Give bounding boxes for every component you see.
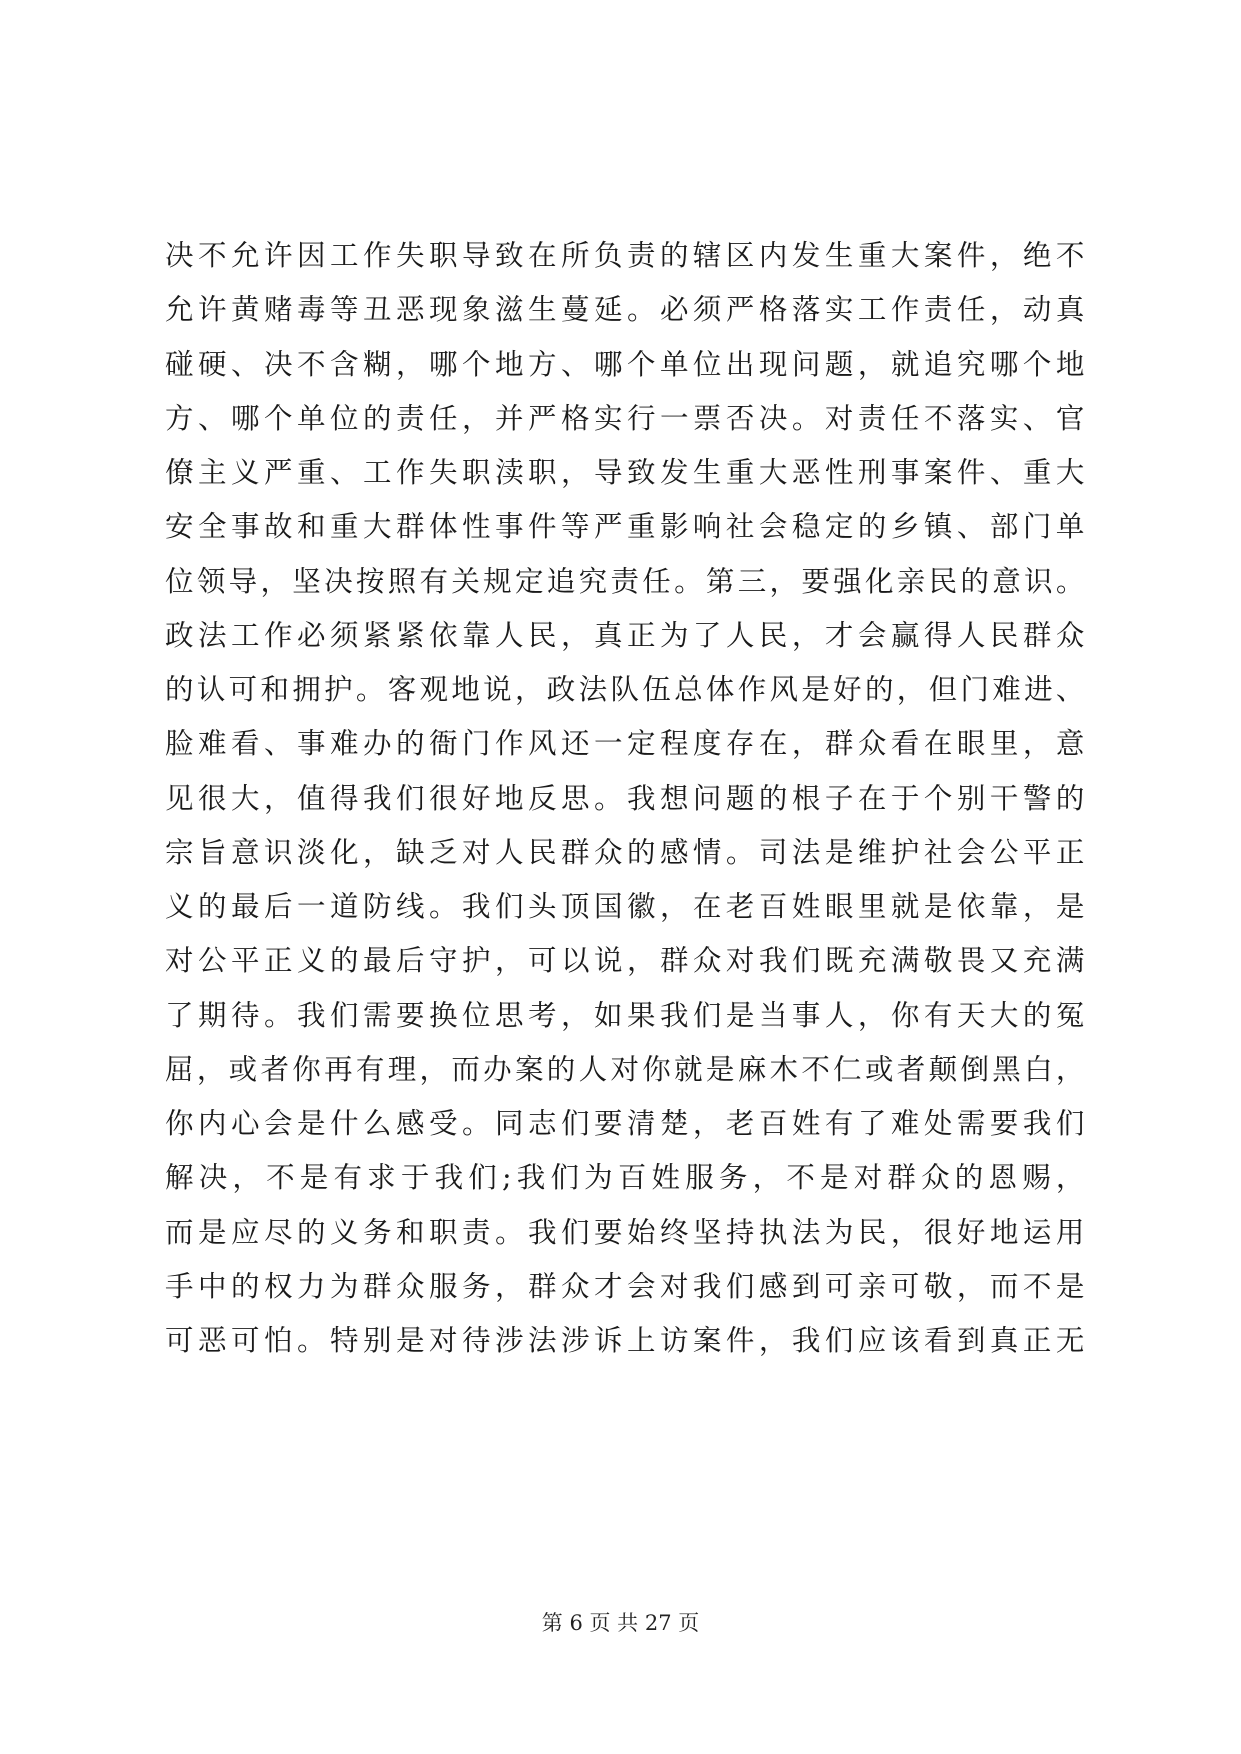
text-line: 脸难看、事难办的衙门作风还一定程度存在，群众看在眼里，意: [165, 727, 1085, 761]
text-line: 允许黄赌毒等丑恶现象滋生蔓延。必须严格落实工作责任，动真: [165, 293, 1085, 327]
body-text: [165, 229, 1085, 1368]
text-line: 解决，不是有求于我们;我们为百姓服务，不是对群众的恩赐，: [165, 1161, 1085, 1195]
text-line: 可恶可怕。特别是对待涉法涉诉上访案件，我们应该看到真正无: [165, 1324, 1085, 1357]
text-line: 对公平正义的最后守护，可以说，群众对我们既充满敬畏又充满: [165, 944, 1085, 978]
text-line: 手中的权力为群众服务，群众才会对我们感到可亲可敬，而不是: [165, 1269, 1085, 1303]
text-line: 的认可和拥护。客观地说，政法队伍总体作风是好的，但门难进、: [165, 673, 1085, 706]
text-line: 义的最后一道防线。我们头顶国徽，在老百姓眼里就是依靠，是: [165, 890, 1085, 923]
text-line: 政法工作必须紧紧依靠人民，真正为了人民，才会赢得人民群众: [165, 618, 1085, 652]
text-line: 而是应尽的义务和职责。我们要始终坚持执法为民，很好地运用: [165, 1215, 1085, 1249]
text-line: 宗旨意识淡化，缺乏对人民群众的感情。司法是维护社会公平正: [165, 835, 1085, 869]
text-line: 决不允许因工作失职导致在所负责的辖区内发生重大案件，绝不: [165, 239, 1085, 272]
text-line: 安全事故和重大群体性事件等严重影响社会稳定的乡镇、部门单: [165, 510, 1085, 544]
text-line: 僚主义严重、工作失职渎职，导致发生重大恶性刑事案件、重大: [165, 456, 1085, 489]
text-line: 位领导，坚决按照有关规定追究责任。第三，要强化亲民的意识。: [165, 564, 1085, 598]
text-line: 碰硬、决不含糊，哪个地方、哪个单位出现问题，就追究哪个地: [165, 347, 1085, 381]
text-line: 屈，或者你再有理，而办案的人对你就是麻木不仁或者颠倒黑白，: [165, 1052, 1085, 1086]
text-line: 见很大，值得我们很好地反思。我想问题的根子在于个别干警的: [165, 781, 1085, 815]
text-line: 你内心会是什么感受。同志们要清楚，老百姓有了难处需要我们: [165, 1107, 1085, 1140]
page-number-footer: 第 6 页 共 27 页: [541, 1611, 700, 1635]
text-line: 方、哪个单位的责任，并严格实行一票否决。对责任不落实、官: [165, 401, 1085, 435]
text-line: 了期待。我们需要换位思考，如果我们是当事人，你有天大的冤: [165, 998, 1085, 1032]
